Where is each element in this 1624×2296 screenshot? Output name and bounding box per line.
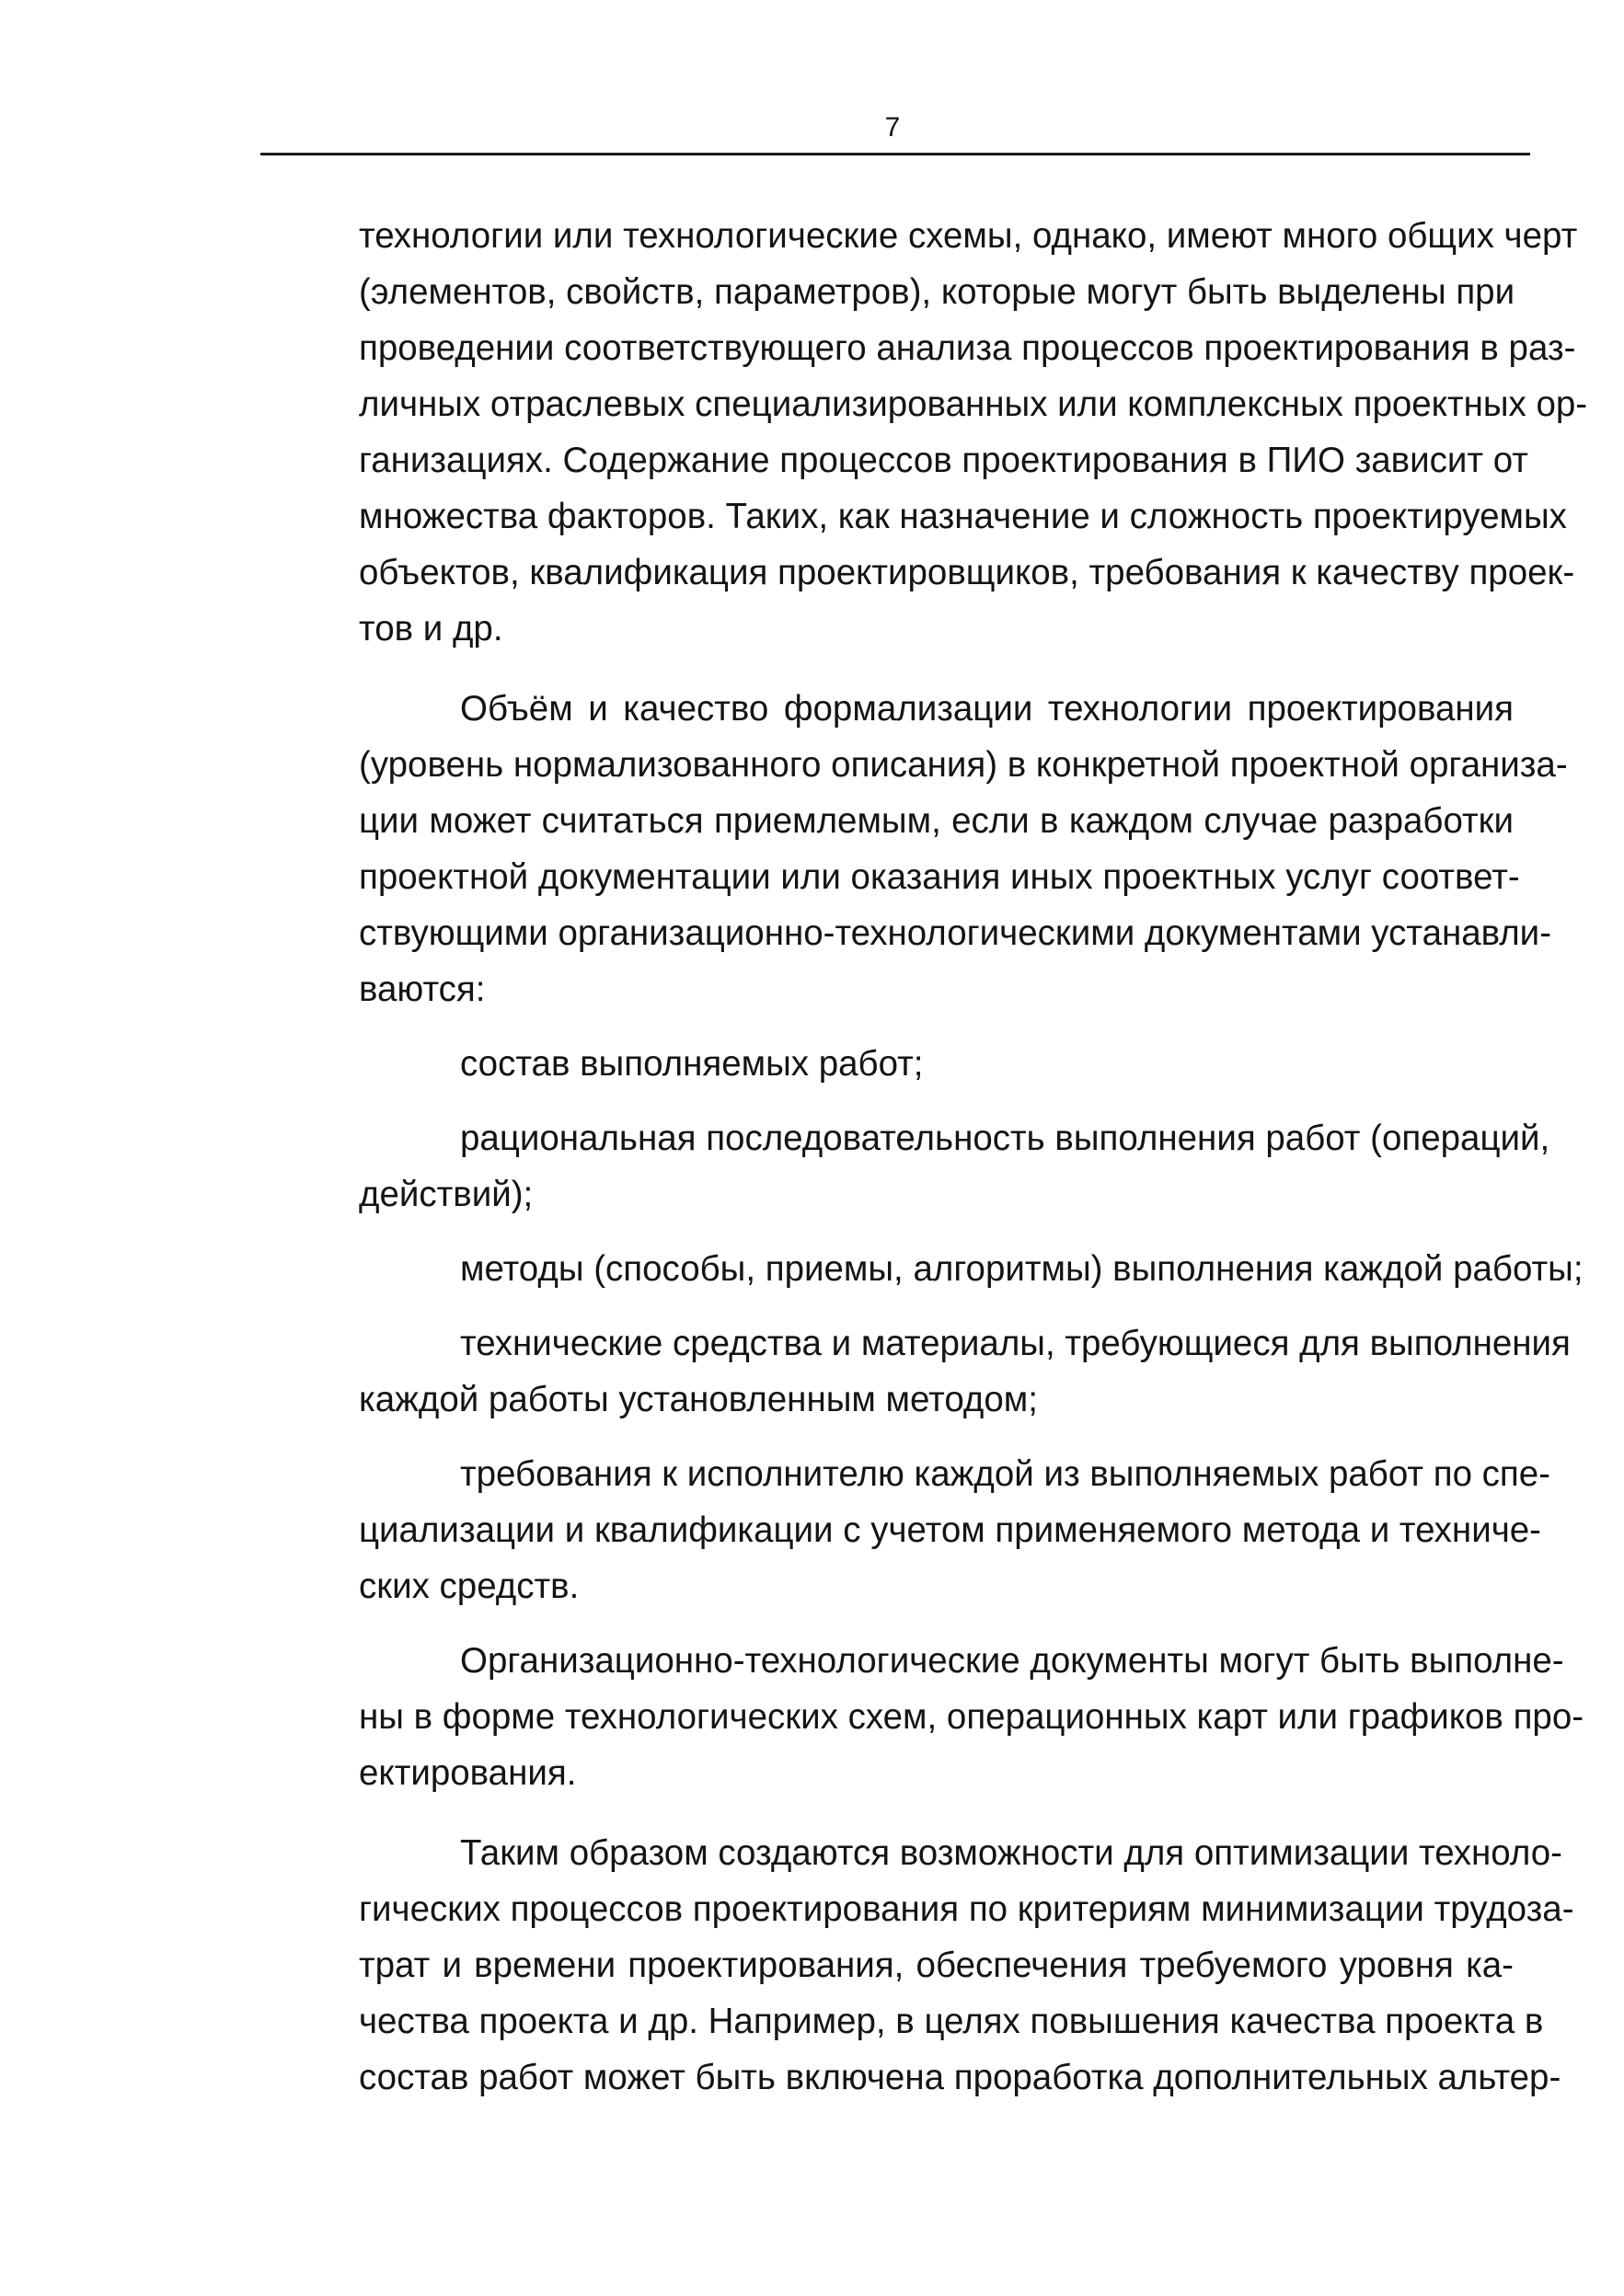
text-line: методы (способы, приемы, алгоритмы) выполнения каждой работы; [460,1249,1584,1289]
text-line: ции может считаться приемлемым, если в каждом случае разработки [359,801,1514,841]
list-item-work-composition [359,1036,1514,1092]
text-line: ганизациях. Содержание процессов проектирования в ПИО зависит от [359,441,1528,480]
text-line: Таким образом создаются возможности для оптимизации техноло- [460,1833,1562,1873]
paragraph-2 [359,681,1568,1017]
text-line: трат и времени проектирования, обеспечения требуемого уровня ка- [359,1946,1514,1985]
text-line: множества факторов. Таких, как назначение и сложность проектируемых [359,497,1567,536]
text-line: требования к исполнителю каждой из выполняемых работ по спе- [460,1454,1551,1494]
text-line: (уровень нормализованного описания) в конкретной проектной организа- [359,745,1568,785]
text-line: технические средства и материалы, требующиеся для выполнения [460,1324,1571,1363]
document-body [359,208,1588,2106]
text-line: объектов, квалификация проектировщиков, требования к качеству проек- [359,553,1575,592]
header-rule [260,153,1530,155]
text-line: технологии или технологические схемы, однако, имеют много общих черт [359,216,1578,256]
text-line: ектирования. [359,1753,577,1793]
text-line: гических процессов проектирования по критериям минимизации трудоза- [359,1889,1574,1929]
text-line: рациональная последовательность выполнения работ (операций, [460,1119,1550,1158]
text-line: ваются: [359,970,486,1009]
text-line: (элементов, свойств, параметров), которые могут быть выделены при [359,272,1515,312]
list-item-performer-requirements [359,1446,1551,1614]
text-line: циализации и квалификации с учетом применяемого метода и техниче- [359,1510,1541,1550]
text-line: ны в форме технологических схем, операционных карт или графиков про- [359,1697,1584,1737]
text-line: проектной документации или оказания иных проектных услуг соответ- [359,857,1520,897]
text-line: каждой работы установленным методом; [359,1380,1038,1419]
text-line: тов и др. [359,609,503,649]
paragraph-1 [359,208,1588,657]
text-line: чества проекта и др. Например, в целях повышения качества проекта в [359,2002,1544,2041]
list-item-technical-means [359,1315,1571,1428]
text-line: личных отраслевых специализированных или комплексных проектных ор- [359,385,1588,424]
paragraph-optimization [359,1825,1574,2106]
text-line: проведении соответствующего анализа процессов проектирования в раз- [359,328,1576,368]
text-line: Объём и качество формализации технологии проектирования [460,689,1514,729]
text-line: состав работ может быть включена проработка дополнительных альтер- [359,2058,1561,2097]
page-number: 7 [884,112,901,143]
text-line: действий); [359,1175,534,1214]
text-line: Организационно-технологические документы могут быть выполне- [460,1641,1564,1681]
text-line: состав выполняемых работ; [460,1044,924,1084]
list-item-work-methods [359,1241,1584,1297]
text-line: ских средств. [359,1567,580,1606]
paragraph-documents [359,1633,1584,1801]
text-line: ствующими организационно-технологическими документами устанавли- [359,913,1552,953]
list-item-work-sequence [359,1110,1550,1223]
